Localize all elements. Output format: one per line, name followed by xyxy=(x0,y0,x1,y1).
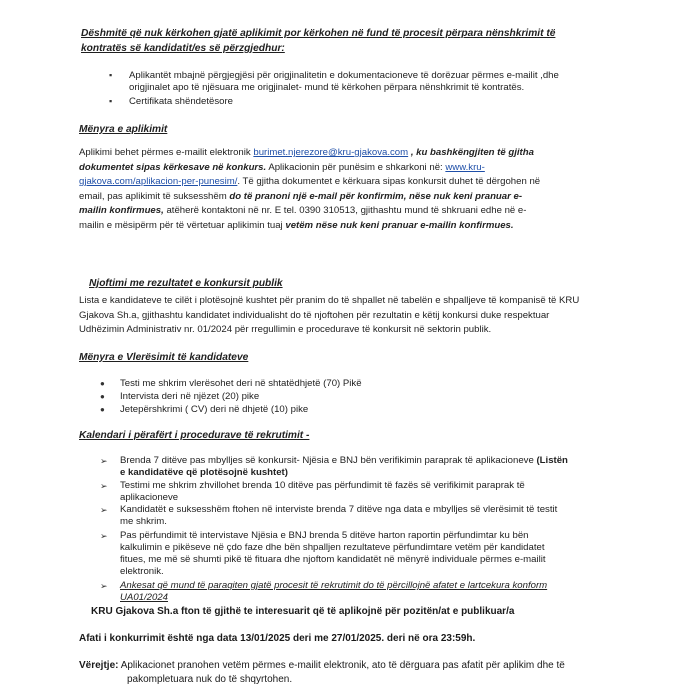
section5-item-4: Pas përfundimit të intervistave Njësia e BNJ brenda 5 ditëve harton raportin përfundimtar ku bën kalkulimin e pikëseve në çdo faze dhe bën shpalljen rezultateve përfundimtare vetëm për kandidatet fitues, me më së shumti pikë të fituara dhe njoftom kandidatët në mënyrë individuale përmes e-mailit elektronik. xyxy=(120,530,546,577)
deadline-text: Afati i konkurrimit është nga data 13/01/2025 deri me 27/01/2025. deri në ora 23:59h. xyxy=(79,633,476,644)
section4-item-3: Jetepërshkrimi ( CV) deri në dhjetë (10) pike xyxy=(120,404,309,415)
section2-paragraph: Aplikimi behet përmes e-mailit elektronik burimet.njerezore@kru-gjakova.com , ku bashkëngjiten të gjitha dokumentet sipas kërkesave në konkurs. Aplikacionin për punësim e shkarkoni në: www.kru- gjakova.com/aplikacion-per-punesim/. Të gjitha dokumentet e kërkuara sipas konkursit duhet të dërgohen në email, pas aplikimit të suksesshëm do të pranoni një e-mail për konfirmim, nëse nuk keni pranuar e- mailin konfirmues, atëherë kontaktoni në nr. E tel. 0390 310513, gjithashtu mund të shkruani edhe në e- mailin e mësipërm për të vërtetuar aplikimin tuaj vetëm nëse nuk keni pranuar e-mailin konfirmues. xyxy=(79,147,541,231)
bullet-icon: ▪ xyxy=(109,70,113,80)
arrow-bullet-icon: ➢ xyxy=(100,505,108,515)
email-link[interactable]: burimet.njerezore@kru-gjakova.com xyxy=(253,147,409,158)
note-block: Vërejtje: Aplikacionet pranohen vetëm përmes e-mailit elektronik, ato të dërguara pas afatit për aplikim dhe të pakompletuara nuk do të shqyrtohen. xyxy=(79,660,565,685)
section4-item-1: Testi me shkrim vlerësohet deri në shtatëdhjetë (70) Pikë xyxy=(120,378,362,389)
section1-heading-line2: kontratës së kandidatit/es së përzgjedhur: xyxy=(81,43,285,54)
section1-heading xyxy=(81,26,641,56)
invitation-text: KRU Gjakova Sh.a fton të gjithë te interesuarit që të aplikojnë për pozitën/at e publikuar/a xyxy=(91,606,515,617)
bullet-icon: ● xyxy=(100,379,105,388)
section4-item-2: Intervista deri në njëzet (20) pike xyxy=(120,391,260,402)
section1-item-1: Aplikantët mbajnë përgjegjësi për origjinalitetin e dokumentacioneve të dorëzuar përmes e-mailit ,dhe origjinalet apo të njësuara me origjinalet- mund të kërkohen përpara nënshkrimit të kontratës. xyxy=(129,70,559,93)
section5-item-5: Ankesat që mund të paraqiten gjatë procesit të rekrutimit do të përcillojnë afatet e lartcekura konform UA01/2024 xyxy=(120,580,548,603)
section5-heading: Kalendari i përafërt i procedurave të rekrutimit - xyxy=(79,430,310,441)
bullet-icon: ▪ xyxy=(109,96,113,106)
section3-paragraph: Lista e kandidateve te cilët i plotësojnë kushtet për pranim do të shpallet në tabelën e shpalljeve të kompanisë të KRU Gjakova Sh.a, gjithashtu kandidatet individualisht do të njoftohen për rezultatin e këtij konkursi duke respektuar Udhëzimin Administrativ nr. 01/2024 për rregullimin e procedurave të konkursit në sektorin publik. xyxy=(79,295,580,336)
section1-item-2: Certifikata shëndetësore xyxy=(129,96,233,107)
section1-heading-line1: Dëshmitë që nuk kërkohen gjatë aplikimit por kërkohen në fund të procesit përpara nënshkrimit të xyxy=(81,28,556,39)
url-link-cont[interactable]: gjakova.com/aplikacion-per-punesim/ xyxy=(79,176,238,188)
section5-item-1: Brenda 7 ditëve pas mbylljes së konkursit- Njësia e BNJ bën verifikimin paraprak të aplikacioneve (Listën e kandidatëve që plotësojnë kushtet) xyxy=(120,455,568,478)
note-label: Vërejtje: xyxy=(79,660,119,671)
arrow-bullet-icon: ➢ xyxy=(100,456,108,466)
section4-heading: Mënyra e Vlerësimit të kandidateve xyxy=(79,352,249,363)
bullet-icon: ● xyxy=(100,405,105,414)
section5-item-2: Testimi me shkrim zhvillohet brenda 10 ditëve pas përfundimit të fazës së verifikimit paraprak të aplikacioneve xyxy=(120,480,525,503)
arrow-bullet-icon: ➢ xyxy=(100,581,108,591)
section3-heading: Njoftimi me rezultatet e konkursit publik xyxy=(89,278,283,289)
arrow-bullet-icon: ➢ xyxy=(100,531,108,541)
section5-item-3: Kandidatët e suksesshëm ftohen në interviste brenda 7 ditëve nga data e mbylljes së vlerësimit të testit me shkrim. xyxy=(120,504,558,527)
arrow-bullet-icon: ➢ xyxy=(100,481,108,491)
url-link[interactable]: www.kru- xyxy=(445,161,485,173)
section2-heading: Mënyra e aplikimit xyxy=(79,124,168,135)
bullet-icon: ● xyxy=(100,392,105,401)
